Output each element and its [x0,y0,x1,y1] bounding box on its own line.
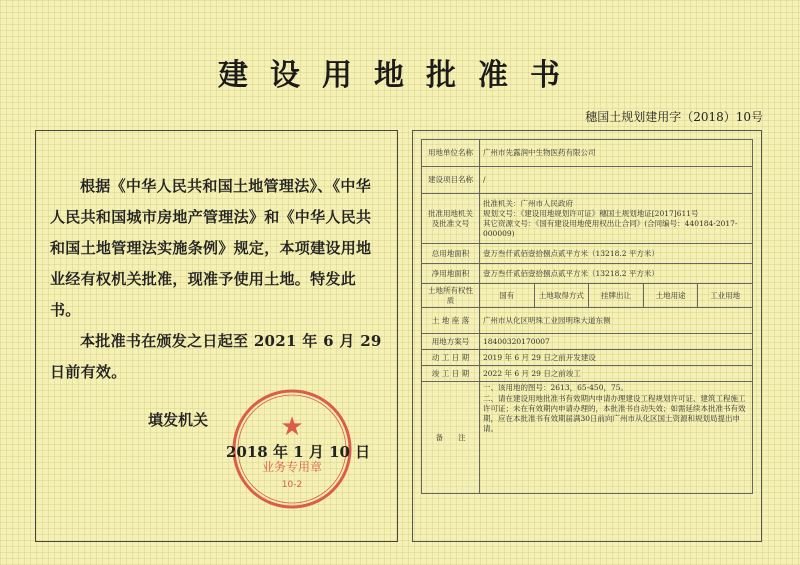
decree-paragraph-1: 根据《中华人民共和国土地管理法》、《中华人民共和国城市房地产管理法》和《中华人民共和国土地管理法实施条例》规定，本项建设用地业经有权机关批准，现准予使用土地。特发此书。 [50,177,372,319]
finish-date-value: 2022 年 6 月 29 日之前竣工 [480,366,753,382]
svg-text:★: ★ [280,412,304,442]
finish-date-label: 竣 工 日 期 [422,366,480,382]
acquire-value: 挂牌出让 [589,284,644,308]
location-value: 广州市从化区明珠工业园明珠大道东侧 [480,308,753,334]
ownership-label: 土地所有权性质 [422,284,480,308]
remark-item: 二、请在建设用地批准书有效期内申请办理建设工程规划许可证、建筑工程施工许可证；未在有效期内申请办理的，本批准书自动失效；如需延续本批准书有效期，应在本批准书有效期届满30日前向广州市从化区国土资源和规划局提出申请。 [483,394,746,433]
unit-label: 用地单位名称 [422,140,480,167]
land-info-panel [412,130,762,542]
approval-label: 批准用地机关及批准文号 [422,194,480,244]
remarks-value [480,382,753,494]
start-date-value: 2019 年 6 月 29 日之前开发建设 [480,350,753,366]
total-area-label: 总用地面积 [422,244,480,264]
decree-paragraph-2: 本批准书在颁发之日起至 2021 年 6 月 29 日前有效。 [50,332,382,381]
location-label: 土 地 座 落 [422,308,480,334]
remarks-label: 备 注 [422,382,480,494]
issue-date: 2018 年 1 月 10 日 [226,443,371,461]
acquire-label: 土地取得方式 [534,284,589,308]
use-label: 土地用途 [643,284,698,308]
plan-value: 18400320170007 [480,334,753,350]
use-value: 工业用地 [698,284,753,308]
net-area-value: 壹万叁仟贰佰壹拾捌点贰平方米（13218.2 平方米） [480,264,753,284]
total-area-value: 壹万叁仟贰佰壹拾捌点贰平方米（13218.2 平方米） [480,244,753,264]
document-number: 穗国土规划建用字（2018）10号 [585,110,763,124]
land-info-table [421,139,753,494]
approval-value [480,194,753,244]
issuer-label: 填发机关 [148,411,209,429]
seal-number: 10-2 [281,480,303,490]
approval-line: 其它资源文号：《国有建设用地使用权出让合同》(合同编号：440184-2017-000009) [483,218,738,238]
net-area-label: 净用地面积 [422,264,480,284]
start-date-label: 动 工 日 期 [422,350,480,366]
remark-item: 一、该用地的图号：2613，65-450，75。 [483,383,629,392]
approval-line: 规划文号：《建设用地规划许可证》穗国土规划地证[2017]611号 [483,208,699,218]
project-label: 建设项目名称 [422,167,480,194]
seal-label: 业务专用章 [261,460,323,474]
plan-label: 用地方案号 [422,334,480,350]
unit-value: 广州市先露润中生物医药有限公司 [480,140,753,167]
document-title: 建设用地批准书 [218,58,582,93]
approval-line: 批准机关：广州市人民政府 [483,198,573,208]
decree-panel [35,130,398,542]
decree-text [50,171,386,388]
ownership-value: 国有 [480,284,535,308]
project-value: / [480,167,753,194]
